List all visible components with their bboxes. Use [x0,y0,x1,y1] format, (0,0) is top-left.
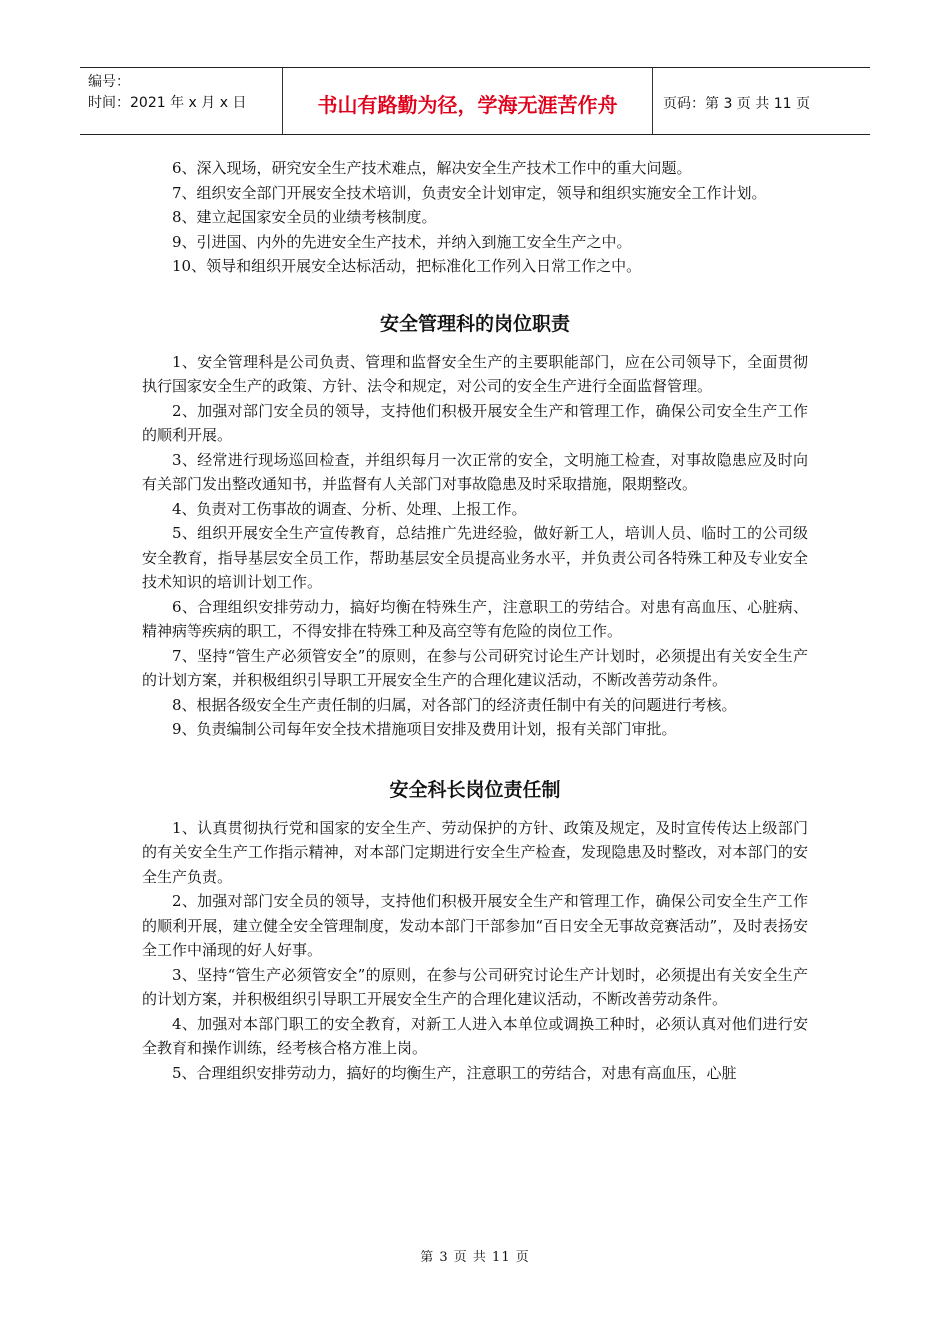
paragraph: 2、加强对部门安全员的领导，支持他们积极开展安全生产和管理工作，确保公司安全生产工作的顺利开展。 [142,401,808,444]
paragraph: 3、经常进行现场巡回检查，并组织每月一次正常的安全，文明施工检查，对事故隐患应及时向有关部门发出整改通知书，并监督有人关部门对事故隐患及时采取措施，限期整改。 [142,450,808,493]
paragraph: 5、合理组织安排劳动力，搞好的均衡生产，注意职工的劳结合，对患有高血压，心脏 [172,1063,737,1082]
paragraph: 7、坚持“管生产必须管安全”的原则，在参与公司研究讨论生产计划时，必须提出有关安全生产的计划方案，并积极组织引导职工开展安全生产的合理化建议活动，不断改善劳动条件。 [142,646,808,689]
paragraph: 9、负责编制公司每年安全技术措施项目安排及费用计划，报有关部门审批。 [172,720,677,738]
paragraph: 3、坚持“管生产必须管安全”的原则，在参与公司研究讨论生产计划时，必须提出有关安全生产的计划方案，并积极组织引导职工开展安全生产的合理化建议活动，不断改善劳动条件。 [142,965,808,1008]
paragraph: 1、认真贯彻执行党和国家的安全生产、劳动保护的方针、政策及规定，及时宣传传达上级部门的有关安全生产工作指示精神，对本部门定期进行安全生产检查，发现隐患及时整改，对本部门的安全生产负责。 [142,818,808,886]
header-meta [80,68,283,134]
paragraph: 1、安全管理科是公司负责、管理和监督安全生产的主要职能部门，应在公司领导下，全面贯彻执行国家安全生产的政策、方针、法令和规定，对公司的安全生产进行全面监督管理。 [142,352,808,395]
section-title-safety-management-dept: 安全管理科的岗位职责 [379,312,570,335]
paragraph: 4、加强对本部门职工的安全教育，对新工人进入本单位或调换工种时，必须认真对他们进行安全教育和操作训练，经考核合格方准上岗。 [142,1014,808,1057]
paragraph: 10、领导和组织开展安全达标活动，把标准化工作列入日常工作之中。 [172,257,642,275]
section-title-safety-chief-duties: 安全科长岗位责任制 [389,778,561,801]
header-motto: 书山有路勤为径，学海无涯苦作舟 [283,68,653,134]
paragraph: 8、根据各级安全生产责任制的归属，对各部门的经济责任制中有关的问题进行考核。 [172,695,737,714]
paragraph: 6、合理组织安排劳动力，搞好均衡在特殊生产，注意职工的劳结合。对患有高血压、心脏病、精神病等疾病的职工，不得安排在特殊工种及高空等有危险的岗位工作。 [142,597,808,640]
paragraph: 2、加强对部门安全员的领导，支持他们积极开展安全生产和管理工作，确保公司安全生产工作的顺利开展，建立健全安全管理制度，发动本部门干部参加“百日安全无事故竞赛活动”，及时表扬安全工作中涌现的好人好事。 [142,892,808,959]
paragraph: 7、组织安全部门开展安全技术培训，负责安全计划审定，领导和组织实施安全工作计划。 [172,183,767,202]
document-body [142,156,808,1085]
paragraph: 8、建立起国家安全员的业绩考核制度。 [172,208,437,226]
paragraph: 6、深入现场，研究安全生产技术难点，解决安全生产技术工作中的重大问题。 [172,159,692,177]
document-number-label: 编号： [88,74,130,90]
page-footer: 第 3 页 共 11 页 [420,1250,530,1265]
section-safety-management-dept [142,350,808,742]
section-safety-chief-duties [142,816,808,1086]
document-date: 时间：2021 年 x 月 x 日 [88,95,247,111]
intro-paragraphs [142,156,808,279]
page-header [80,67,870,135]
paragraph: 9、引进国、内外的先进安全生产技术，并纳入到施工安全生产之中。 [172,232,632,251]
paragraph: 4、负责对工伤事故的调查、分析、处理、上报工作。 [172,499,527,518]
paragraph: 5、组织开展安全生产宣传教育，总结推广先进经验，做好新工人，培训人员、临时工的公司级安全教育，指导基层安全员工作，帮助基层安全员提高业务水平，并负责公司各特殊工种及专业安全技术知识的培训计划工作。 [142,524,808,591]
header-page-info: 页码：第 3 页 共 11 页 [663,96,810,112]
